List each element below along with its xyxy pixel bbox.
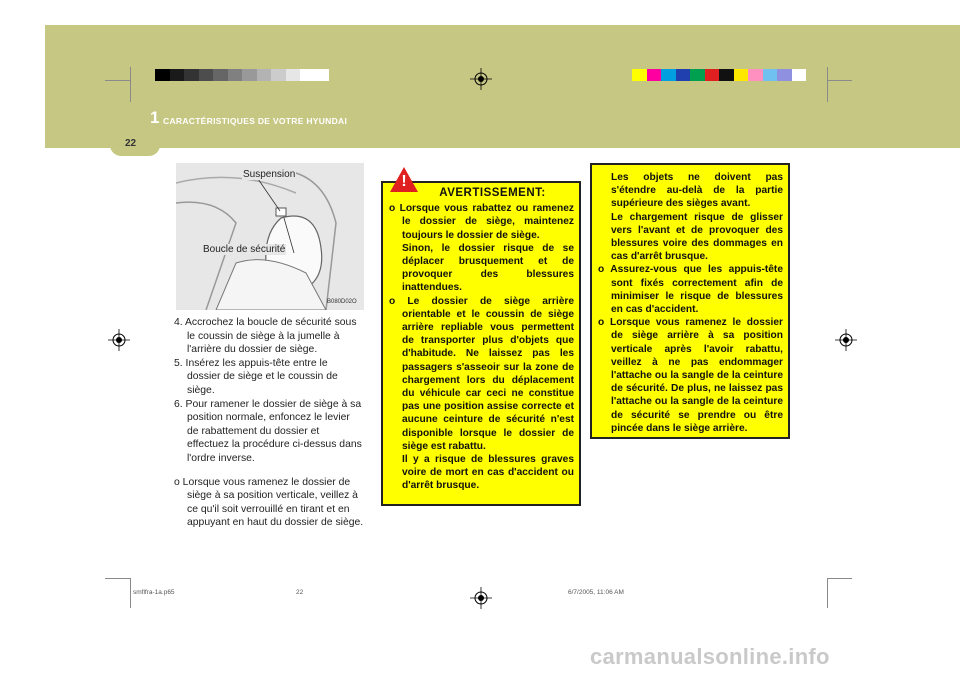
warning-text: Les objets ne doivent pas s'étendre au-delà de la partie supérieure des sièges avant. (611, 172, 783, 210)
warning-box-continued (590, 163, 790, 439)
crop-mark (827, 80, 852, 81)
color-swatch (763, 69, 778, 81)
color-swatch (777, 69, 792, 81)
color-swatch (199, 69, 214, 81)
crop-mark (130, 67, 131, 102)
color-swatch (676, 69, 691, 81)
crop-mark (827, 578, 852, 579)
footer-filename: smflfra-1a.p65 (133, 589, 175, 596)
footer-page: 22 (296, 589, 304, 596)
registration-mark-icon (835, 329, 857, 351)
instructions-column (174, 316, 364, 530)
step-5: 5. Insérez les appuis-tête entre le dossier de siège et le coussin de siège. (174, 357, 338, 396)
color-swatch (690, 69, 705, 81)
color-swatch (170, 69, 185, 81)
header-band (45, 25, 960, 148)
color-swatch (155, 69, 170, 81)
crop-mark (130, 578, 131, 608)
crop-mark (105, 578, 130, 579)
warning-title: AVERTISSEMENT: (439, 187, 546, 199)
grayscale-calibration-bar (155, 69, 329, 81)
warning-icon-glyph: ! (401, 173, 407, 190)
warning-item: o Lorsque vous ramenez le dossier de siège arrière à sa position verticale après l'avoir rabattu, veillez à ne pas endommager l'attache ou la sangle de la ceinture de sécurité. De plus, ne laissez pas l'attache ou la sangle de la ceinture de sécurité se prendre ou être pincée dans le siège arrière. (598, 317, 783, 434)
chapter-title: CARACTÉRISTIQUES DE VOTRE HYUNDAI (163, 116, 348, 126)
warning-item: o Assurez-vous que les appuis-tête sont fixés correctement afin de minimiser le risque de blessures en cas d'accident. (598, 264, 783, 316)
color-swatch (271, 69, 286, 81)
color-swatch (286, 69, 301, 81)
registration-mark-icon (470, 68, 492, 90)
color-swatch (719, 69, 734, 81)
crop-mark (105, 80, 130, 81)
page-number: 22 (125, 138, 137, 149)
color-swatch (647, 69, 662, 81)
watermark: carmanualsonline.info (590, 644, 830, 669)
registration-mark-icon (470, 587, 492, 609)
warning-item: o Lorsque vous rabattez ou ramenez le dossier de siège, maintenez toujours le dossier de siège. (389, 203, 574, 241)
seat-illustration (176, 163, 364, 310)
color-calibration-bar (632, 69, 806, 81)
color-swatch (228, 69, 243, 81)
color-swatch (213, 69, 228, 81)
warning-text: Le chargement risque de glisser vers l'avant et de provoquer des blessures voire des dommages en cas d'arrêt brusque. (611, 211, 783, 263)
color-swatch (300, 69, 315, 81)
chapter-number: 1 (150, 108, 160, 127)
warning-box (381, 181, 581, 506)
figure-label-suspension: Suspension (243, 169, 296, 180)
warning-item-continued: Sinon, le dossier risque de se déplacer brusquement et de provoquer des blessures inattendues. (402, 242, 574, 294)
crop-mark (827, 578, 828, 608)
warning-item-continued: Il y a risque de blessures graves voire de mort en cas d'accident ou d'arrêt brusque. (402, 454, 574, 492)
color-swatch (661, 69, 676, 81)
registration-mark-icon (108, 329, 130, 351)
step-6: 6. Pour ramener le dossier de siège à sa position normale, enfoncez le levier de rabattement du dossier et effectuez la procédure ci-dessus dans l'ordre inverse. (174, 398, 362, 464)
note-bullet: o Lorsque vous ramenez le dossier de siège à sa position verticale, veillez à ce qu'il soit verrouillé en tirant et en appuyant en haut du dossier de siège. (174, 476, 364, 529)
color-swatch (257, 69, 272, 81)
crop-mark (827, 67, 828, 102)
warning-item: o Le dossier de siège arrière orientable et le coussin de siège arrière repliable vous permettent de transporter plus d'objets que d'habitude. Ne laissez pas les passagers s'asseoir sur la zone de chargement lors du déplacement du véhicule car ceci ne constitue pas une position assise correcte et aucune ceinture de sécurité n'est disponible lorsque le dossier de siège est rabattu. (389, 295, 574, 452)
color-swatch (792, 69, 807, 81)
color-swatch (184, 69, 199, 81)
step-4: 4. Accrochez la boucle de sécurité sous le coussin de siège à la jumelle à l'arrière du dossier de siège. (174, 317, 357, 356)
color-swatch (705, 69, 720, 81)
color-swatch (242, 69, 257, 81)
figure-label-buckle: Boucle de sécurité (203, 244, 286, 255)
figure-code: B080D02O (327, 299, 357, 305)
color-swatch (315, 69, 330, 81)
footer-timestamp: 6/7/2005, 11:06 AM (568, 589, 624, 596)
color-swatch (632, 69, 647, 81)
color-swatch (748, 69, 763, 81)
color-swatch (734, 69, 749, 81)
